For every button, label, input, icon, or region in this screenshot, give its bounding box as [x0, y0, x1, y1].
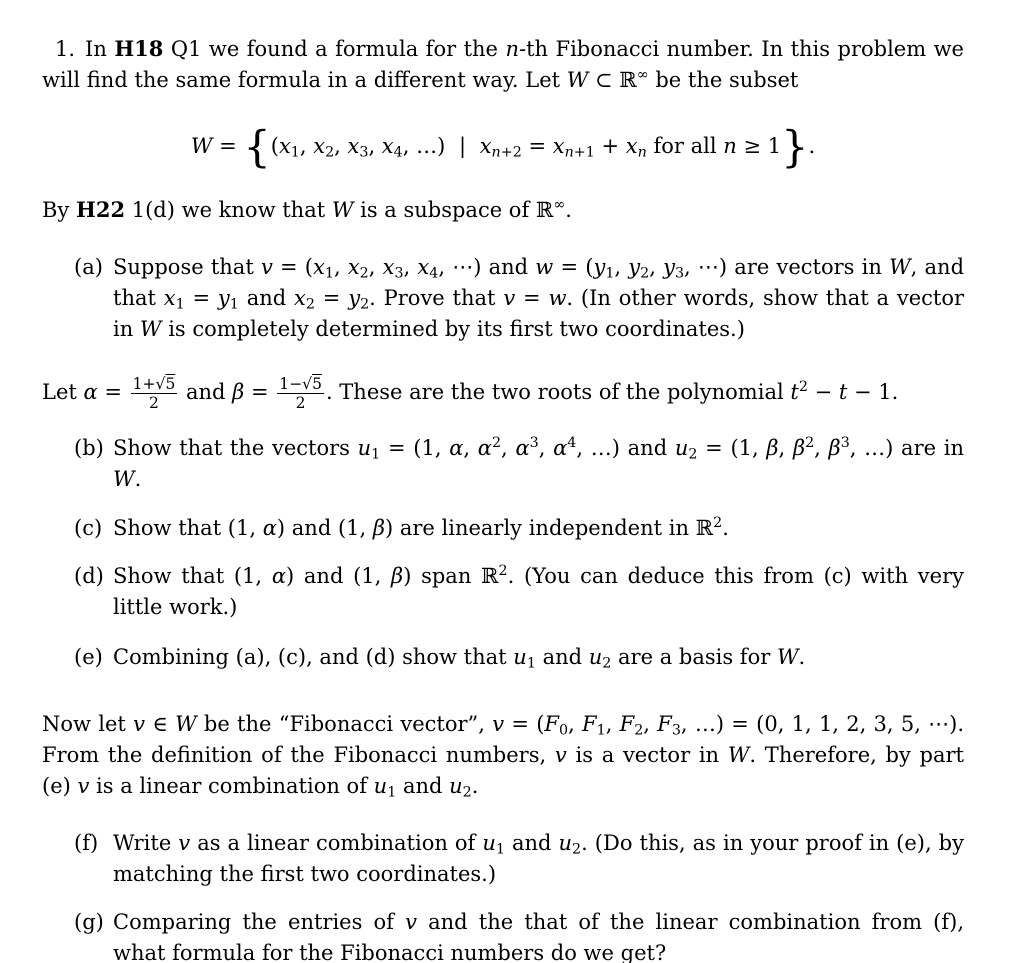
roots-note-text: Let α = $\frac{1+√5}{2}$ and β = $\frac{1-√5}{2}$ . These are the two roots of the polynomial $t^2 - t - 1$.: [42, 375, 899, 413]
part-g-label: (g): [74, 909, 104, 934]
part-e: [42, 642, 964, 673]
part-e-text: Combining (a), (c), and (d) show that $u_1$ and $u_2$ are a basis for W.: [113, 644, 806, 672]
part-c-label: (c): [74, 515, 103, 540]
subspace-note: [42, 194, 964, 226]
intro-text: In H18 Q1 we found a formula for the n-th Fibonacci number. In this problem we will find the same formula in a different way. Let W ⊂ ℝ∞ be the subset: [42, 36, 964, 92]
part-b-label: (b): [74, 435, 104, 460]
part-f-text: Write v as a linear combination of $u_1$ and $u_2$. (Do this, as in your proof in (e), by matching the first two coordinates.): [113, 830, 964, 886]
part-b-text: Show that the vectors $u_1 = (1$, α, $\alpha^2$, $\alpha^3$, $\alpha^4$, …) and $u_2 = (1$, β, $\beta^2$, $\beta^3$, …) are in W.: [113, 434, 964, 491]
part-e-label: (e): [74, 644, 103, 669]
part-d-text: Show that (1, α) and (1, β) span ℝ$^2$. (You can deduce this from (c) with very little work.): [113, 562, 964, 619]
part-d: [42, 561, 964, 623]
part-b: [42, 433, 964, 495]
part-a-label: (a): [74, 255, 103, 279]
part-f: [42, 828, 964, 890]
intro-paragraph: [42, 33, 964, 96]
part-d-label: (d): [74, 563, 104, 588]
part-c: [42, 513, 964, 544]
part-a-text: Suppose that $v = (x_1$, $x_2$, $x_3$, $x_4$, ⋯) and $w = (y_1$, $y_2$, $y_3$, ⋯) are vectors in W, and that $x_1 = y_1$ and $x_2 = y_2$. Prove that v = w. (In other words, show that a vector in W is completely determined by its first two coordinates.): [113, 255, 965, 341]
part-c-text: Show that (1, α) and (1, β) are linearly independent in ℝ$^2$.: [113, 514, 729, 540]
fibonacci-vector-text: Now let v ∈ W be the “Fibonacci vector”, $v = (F_0$, $F_1$, $F_2$, $F_3$, …) = (0, 1, 1, 2, 3, 5, ⋯). From the definition of the Fibonacci numbers, v is a vector in W. Therefore, by part (e) v is a linear combination of $u_1$ and $u_2$.: [42, 711, 965, 801]
subspace-note-text: By H22 1(d) we know that W is a subspace of ℝ∞.: [42, 197, 572, 222]
roots-note: [42, 376, 964, 412]
equation-text: $W = \{(x_1$, $x_2$, $x_3$, $x_4$, …) | $x_{n+2} = x_{n+1} + x_n$ for all n ≥ 1}.: [190, 122, 816, 173]
subset-definition-equation: [42, 120, 964, 172]
problem-number: 1.: [55, 37, 76, 61]
fibonacci-vector-paragraph: [42, 709, 964, 802]
part-f-label: (f): [74, 830, 99, 855]
part-g: [42, 907, 964, 963]
part-g-text: Comparing the entries of v and the that of the linear combination from (f), what formula for the Fibonacci numbers do we get?: [113, 909, 964, 963]
part-a: [42, 252, 964, 345]
